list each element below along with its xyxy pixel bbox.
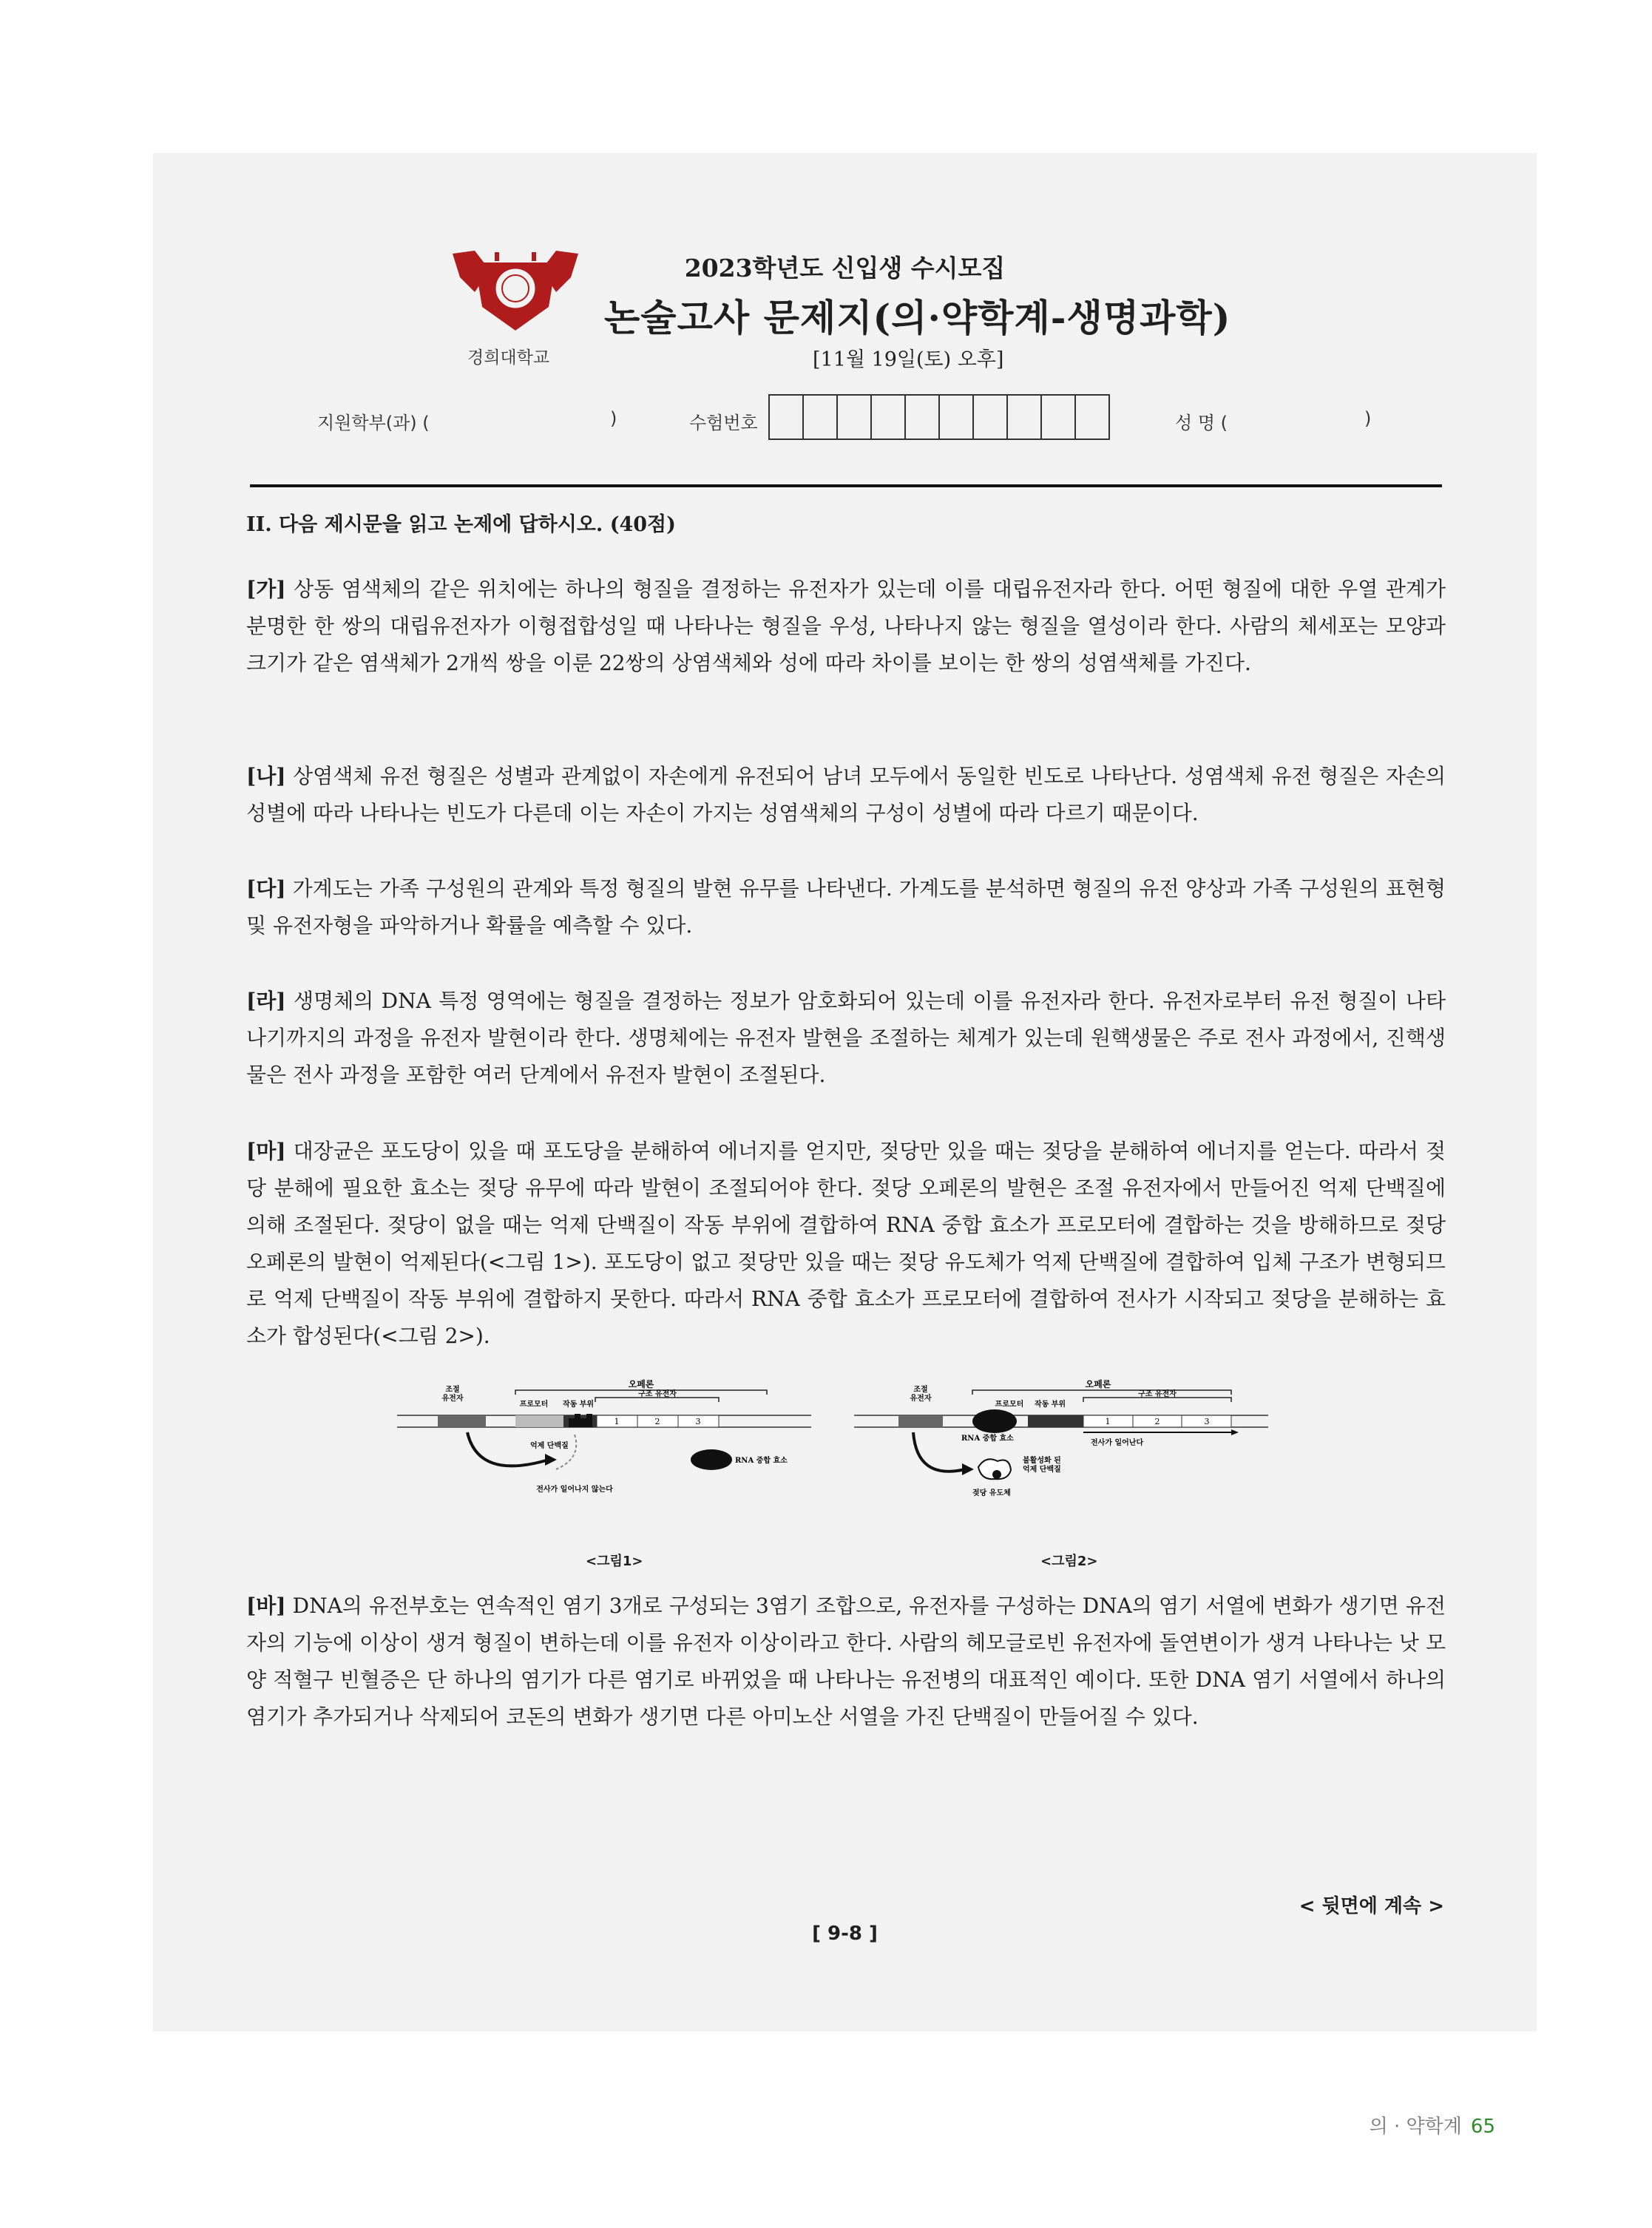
gene-1: 1 xyxy=(1105,1417,1111,1426)
figure-1-diagram xyxy=(397,1377,826,1532)
operon-label: 오페론 xyxy=(1085,1379,1111,1389)
passage-ga xyxy=(246,571,1446,682)
passage-tag: [라] xyxy=(246,989,286,1013)
digit-box[interactable] xyxy=(974,396,1008,439)
inactive-label-2: 억제 단백질 xyxy=(1023,1466,1061,1474)
gene-3: 3 xyxy=(695,1417,701,1426)
continue-note: < 뒷면에 계속 > xyxy=(1299,1895,1444,1917)
passage-tag: [다] xyxy=(246,876,286,901)
footer-section: 의 · 약학계 xyxy=(1369,2116,1462,2138)
passage-text: DNA의 유전부호는 연속적인 염기 3개로 구성되는 3염기 조합으로, 유전자를 구성하는 DNA의 염기 서열에 변화가 생기면 유전자의 기능에 이상이 생겨 형질이 변하는데 이를 유전자 이상이라고 한다. 사람의 헤모글로빈 유전자에 돌연변이가 생겨 나타나는 낫 모양 적혈구 빈혈증은 단 하나의 염기가 다른 염기로 바뀌었을 때 나타나는 유전병의 대표적인 예이다. 또한 DNA 염기 서열에서 하나의 염기가 추가되거나 삭제되어 코돈의 변화가 생기면 다른 아미노산 서열을 가진 단백질이 만들어질 수 있다. xyxy=(246,1594,1446,1729)
digit-box[interactable] xyxy=(804,396,838,439)
footer-page: 65 xyxy=(1470,2116,1495,2138)
digit-box[interactable] xyxy=(1076,396,1108,439)
figure-2-diagram xyxy=(854,1377,1283,1532)
promoter-label: 프로모터 xyxy=(995,1401,1024,1409)
question-heading: II. 다음 제시문을 읽고 논제에 답하시오. (40점) xyxy=(246,513,676,536)
book-footer xyxy=(1370,2111,1495,2139)
dept-close: ) xyxy=(610,408,617,429)
gene-3: 3 xyxy=(1204,1417,1210,1426)
passage-na xyxy=(246,758,1446,832)
digit-box[interactable] xyxy=(1008,396,1042,439)
digit-box[interactable] xyxy=(1042,396,1076,439)
exam-sheet xyxy=(153,153,1537,2031)
passage-ma xyxy=(246,1133,1446,1355)
operon-label: 오페론 xyxy=(628,1379,654,1389)
passage-tag: [바] xyxy=(246,1594,286,1618)
figure-1-caption: <그림1> xyxy=(586,1554,643,1569)
exam-title: 논술고사 문제지(의·약학계-생명과학) xyxy=(604,296,1231,339)
exam-date: [11월 19일(토) 오후] xyxy=(813,348,1004,371)
operator-region xyxy=(1028,1415,1083,1427)
passage-tag: [가] xyxy=(246,577,286,601)
header-divider xyxy=(250,484,1442,487)
inducer-label: 젖당 유도체 xyxy=(972,1489,1011,1497)
transcription-label: 전사가 일어난다 xyxy=(1091,1439,1144,1447)
digit-box[interactable] xyxy=(872,396,906,439)
name-label: 성 명 ( xyxy=(1175,413,1228,433)
structural-label: 구조 유전자 xyxy=(638,1390,677,1398)
regulator-gene xyxy=(898,1415,943,1427)
regulator-label-2: 유전자 xyxy=(910,1395,932,1403)
digit-box[interactable] xyxy=(770,396,804,439)
exam-number-boxes[interactable] xyxy=(768,394,1110,440)
gene-1: 1 xyxy=(614,1417,620,1426)
rna-pol-label: RNA 중합 효소 xyxy=(961,1435,1014,1443)
regulator-label-1: 조절 xyxy=(913,1386,928,1394)
operator-label: 작동 부위 xyxy=(562,1401,595,1409)
page-number: [ 9-8 ] xyxy=(812,1923,878,1945)
passage-text: 대장균은 포도당이 있을 때 포도당을 분해하여 에너지를 얻지만, 젖당만 있을 때는 젖당을 분해하여 에너지를 얻는다. 따라서 젖당 분해에 필요한 효소는 젖당 유무에 따라 발현이 조절되어야 한다. 젖당 오페론의 발현은 조절 유전자에서 만들어진 억제 단백질에 의해 조절된다. 젖당이 없을 때는 억제 단백질이 작동 부위에 결합하여 RNA 중합 효소가 프로모터에 결합하는 것을 방해하므로 젖당 오페론의 발현이 억제된다(<그림 1>). 포도당이 없고 젖당만 있을 때는 젖당 유도체가 억제 단백질에 결합하여 입체 구조가 변형되므로 억제 단백질이 작동 부위에 결합하지 못한다. 따라서 RNA 중합 효소가 프로모터에 결합하여 전사가 시작되고 젖당을 분해하는 효소가 합성된다(<그림 2>). xyxy=(246,1139,1446,1348)
arrow-icon xyxy=(913,1432,965,1472)
exam-year: 2023학년도 신입생 수시모집 xyxy=(684,254,1006,282)
figure-2-caption: <그림2> xyxy=(1040,1554,1098,1569)
passage-da xyxy=(246,870,1446,944)
passage-text: 생명체의 DNA 특정 영역에는 형질을 결정하는 정보가 암호화되어 있는데 이를 유전자라 한다. 유전자로부터 유전 형질이 나타나기까지의 과정을 유전자 발현이라 한다. 생명체에는 유전자 발현을 조절하는 체계가 있는데 원핵생물은 주로 전사 과정에서, 진핵생물은 전사 과정을 포함한 여러 단계에서 유전자 발현이 조절된다. xyxy=(246,989,1446,1087)
passage-ba xyxy=(246,1588,1446,1736)
name-close: ) xyxy=(1364,408,1372,429)
gene-2: 2 xyxy=(654,1417,660,1426)
inducer-icon xyxy=(992,1470,1001,1479)
no-transcription-label: 전사가 일어나지 않는다 xyxy=(536,1486,613,1494)
passage-text: 상염색체 유전 형질은 성별과 관계없이 자손에게 유전되어 남녀 모두에서 동일한 빈도로 나타난다. 성염색체 유전 형질은 자손의 성별에 따라 나타나는 빈도가 다른데 이는 자손이 가지는 성염색체의 구성이 성별에 따라 다르기 때문이다. xyxy=(246,764,1446,825)
operator-label: 작동 부위 xyxy=(1034,1401,1066,1409)
inactive-label-1: 불활성화 된 xyxy=(1023,1457,1061,1465)
rna-polymerase-icon xyxy=(691,1449,732,1470)
passage-text: 가계도는 가족 구성원의 관계와 특정 형질의 발현 유무를 나타낸다. 가계도를 분석하면 형질의 유전 양상과 가족 구성원의 표현형 및 유전자형을 파악하거나 확률을 예측할 수 있다. xyxy=(246,876,1446,938)
structural-label: 구조 유전자 xyxy=(1138,1390,1177,1398)
regulator-label-2: 유전자 xyxy=(441,1395,464,1403)
passage-tag: [마] xyxy=(246,1139,286,1163)
digit-box[interactable] xyxy=(906,396,940,439)
repressor-label: 억제 단백질 xyxy=(530,1442,569,1450)
exam-number-label: 수험번호 xyxy=(689,413,758,433)
passage-text: 상동 염색체의 같은 위치에는 하나의 형질을 결정하는 유전자가 있는데 이를 대립유전자라 한다. 어떤 형질에 대한 우열 관계가 분명한 한 쌍의 대립유전자가 이형접합성일 때 나타나는 형질을 우성, 나타나지 않는 형질을 열성이라 한다. 사람의 체세포는 모양과 크기가 같은 염색체가 2개씩 쌍을 이룬 22쌍의 상염색체와 성에 따라 차이를 보이는 한 쌍의 성염색체를 가진다. xyxy=(246,577,1446,675)
dept-label: 지원학부(과) ( xyxy=(317,413,430,433)
rna-pol-label: RNA 중합 효소 xyxy=(735,1457,788,1465)
passage-tag: [나] xyxy=(246,764,286,788)
rna-polymerase-icon xyxy=(972,1409,1017,1433)
promoter-label: 프로모터 xyxy=(519,1401,549,1409)
gene-2: 2 xyxy=(1154,1417,1160,1426)
university-name: 경희대학교 xyxy=(467,348,550,368)
promoter-region xyxy=(515,1415,563,1427)
regulator-label-1: 조절 xyxy=(445,1386,460,1394)
passage-ra xyxy=(246,983,1446,1094)
digit-box[interactable] xyxy=(940,396,974,439)
digit-box[interactable] xyxy=(838,396,872,439)
regulator-gene xyxy=(438,1415,486,1427)
